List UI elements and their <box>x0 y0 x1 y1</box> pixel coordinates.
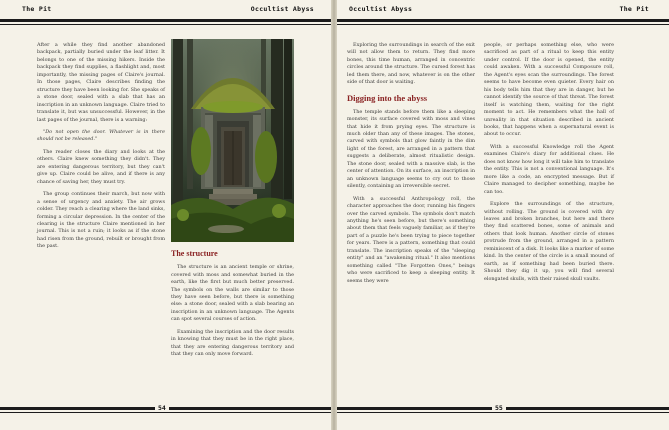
section-heading-structure: The structure <box>171 249 218 258</box>
header-rule <box>0 19 332 22</box>
right-header-title: The Pit <box>619 5 649 13</box>
header-rule-thin <box>0 24 332 25</box>
paragraph: Examining the inscription and the door results in knowing that they must be in the right place, that they are entering dangerous territory and that they can only move forward. <box>171 328 294 358</box>
paragraph: people, or perhaps something else, who were sacrificed as part of a ritual to keep this entity under control. If the door is opened, the entity could awaken. With a successful Composure roll, the Agent's eyes scan the surroundings. The forest seems to have become even quieter. Every hair on his body tells him that they are in danger, but he cannot identify the source of that threat. The forest itself is watching them, waiting for the right moment to act. He remembers what the hall of unreality in that situation described in ancient books, that happens when a supernatural event is about to occur. <box>484 42 614 138</box>
right-header <box>337 5 669 27</box>
section-heading-abyss: Digging into the abyss <box>347 92 428 103</box>
left-page <box>0 0 332 430</box>
left-header <box>0 5 332 27</box>
page-number: 55 <box>492 404 506 412</box>
left-header-title: The Pit <box>22 5 52 13</box>
right-column-1 <box>347 42 475 290</box>
footer-rule-thin <box>0 412 332 413</box>
left-footer <box>0 404 332 418</box>
right-column-2 <box>484 42 614 288</box>
header-rule-thin <box>337 24 669 25</box>
left-header-chapter: Occultist Abyss <box>250 5 314 13</box>
page-number: 54 <box>155 404 169 412</box>
paragraph: "Do not open the door. Whatever is in there should not be released." <box>37 128 165 143</box>
footer-rule-thin <box>337 412 669 413</box>
temple-illustration <box>171 39 294 242</box>
header-rule <box>337 19 669 22</box>
right-header-chapter: Occultist Abyss <box>349 5 413 13</box>
right-page <box>337 0 669 430</box>
paragraph: Exploring the surroundings in search of the exit will not allow them to return. They find more bones, this time human, arranged in concentric circles around the structure. The cursed forest has led them there, and now, whatever is on the other side of that door is waiting. <box>347 42 475 86</box>
paragraph: After a while they find another abandoned backpack, partially buried under the leaf litter. It belongs to one of the missing hikers. Inside the backpack they find supplies, a flashlight and, most importantly, the missing pages of Claire's journal. In those pages, Claire describes finding the structure they have been looking for. She speaks of a stone door, sealed with a slab that has an inscription in an unknown language. Claire tried to translate it, but was unsuccessful. However, in the last pages of the journal, there is a warning: <box>37 42 165 123</box>
paragraph: With a successful Knowledge roll the Agent examines Claire's diary for additional clues. He does not know how long it will take him to translate the entity. This is not a conventional language. It's more like a code, an encrypted message. But if Claire managed to decipher something, maybe he can too. <box>484 143 614 195</box>
left-column-1 <box>37 42 165 256</box>
paragraph: With a successful Anthropology roll, the character approaches the door, running his fingers over the carved symbols. The symbols don't match anything he's seen before, but there's something about them that feels vaguely familiar, as if they're part of a puzzle he's been trying to piece together for years. There is a pattern, something that could translate. The inscription speaks of the "sleeping entity" and an "awakening ritual." It also mentions something called "The Forgotten Ones," beings who were sacrificed to keep a sleeping entity. It seems they were <box>347 195 475 284</box>
paragraph: The reader closes the diary and looks at the others. Claire knew something they didn't. They are entering dangerous territory, but they can't give up. Claire could be alive, and if there is any chance of saving her, they must try. <box>37 148 165 185</box>
paragraph: The temple stands before them like a sleeping monster, its surface covered with moss and vines that hide it from prying eyes. The structure is much older than any of these images. The stones, carved with symbols that glow faintly in the dim light of the forest, are arranged in a pattern that suggests a deliberate, almost ritualistic design. The stone door, sealed with a massive slab, is the center of attention. On its surface, an inscription in an unknown language seems to cry out to those silently, containing an irreversible secret. <box>347 108 475 190</box>
paragraph: The structure is an ancient temple or shrine, covered with moss and somewhat buried in the earth, like the first but much better preserved. The symbols on the walls are similar to those they have seen before, but there is something else: a stone door, sealed with a slab bearing an inscription in an unknown language. The Agents can spot several courses of action. <box>171 264 294 323</box>
left-column-2 <box>171 246 294 364</box>
right-footer <box>337 404 669 418</box>
paragraph: Explore the surroundings of the structure, without rolling. The ground is covered with dry leaves and broken branches, but here and there they find scattered bones, some of animals and others that look human. Another circle of stones protrude from the ground, arranged in a pattern reminiscent of a disk. It looks like a marker of some kind. In the center of the circle is a small mound of earth, as if something had been buried there. Should they dig it up, you will find several elongated skulls, with their raised skull vaults. <box>484 201 614 282</box>
paragraph: The group continues their march, but now with a sense of urgency and anxiety. The air grows colder. They reach a clearing where the land sinks, forming a circular depression. In the center of the clearing is the structure Claire mentioned in her journal. This is not a ruin; it looks as if the stone had risen from the ground, rebuilt or brought from the past. <box>37 191 165 250</box>
